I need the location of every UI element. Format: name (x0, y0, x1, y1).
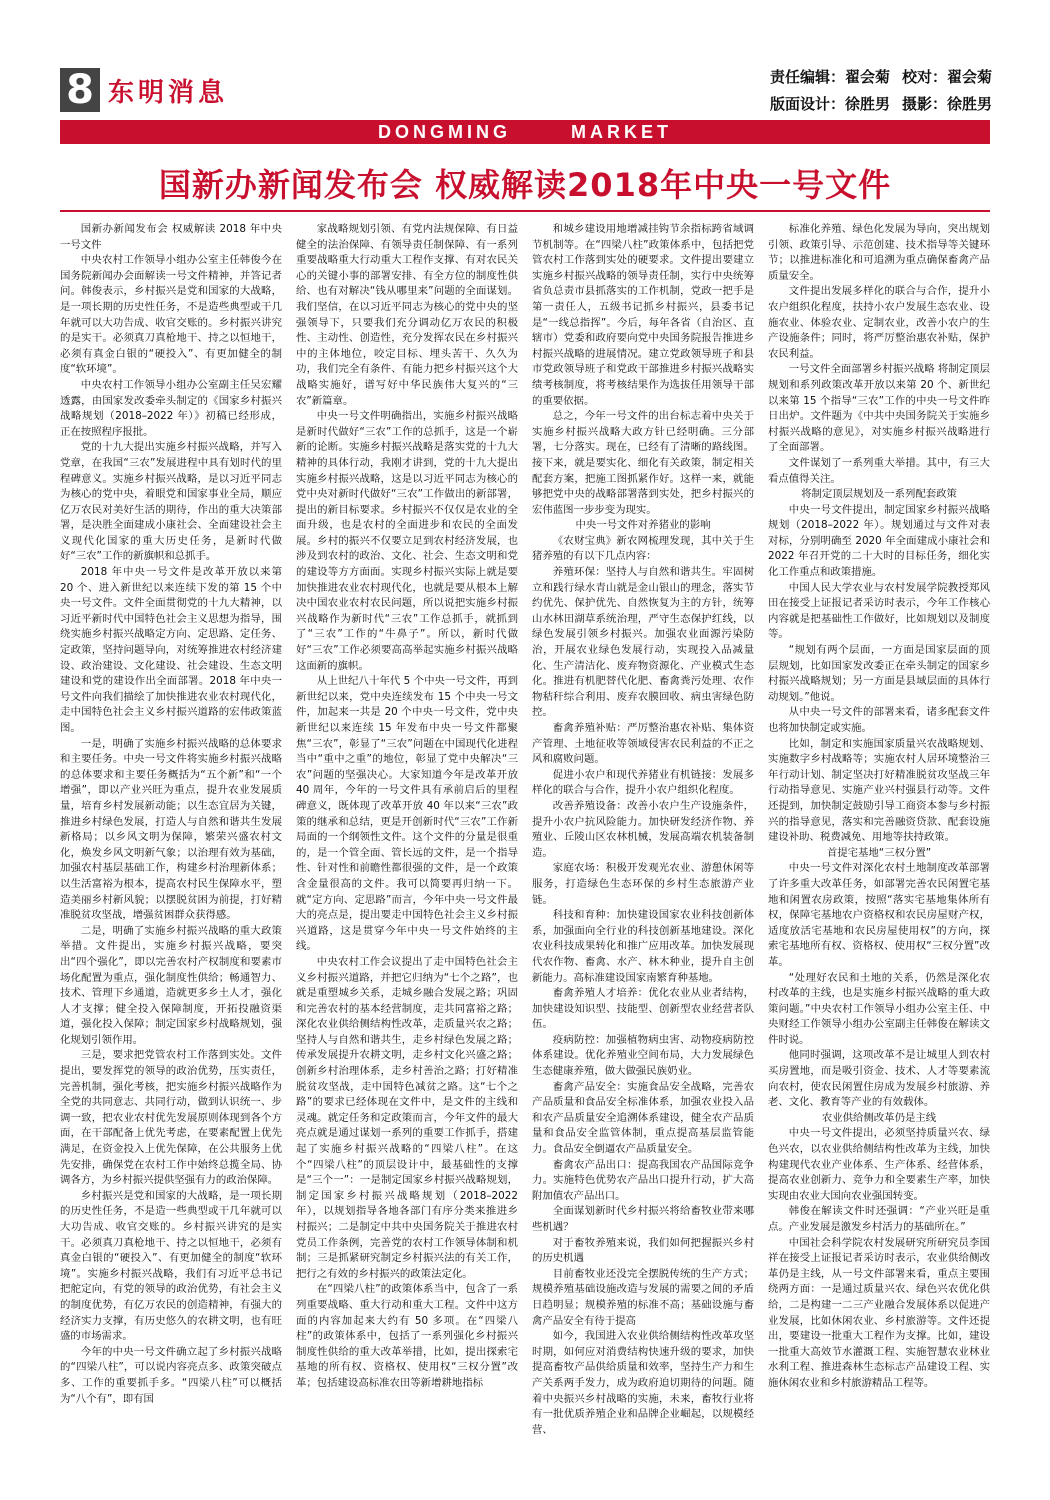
paragraph: 改善养殖设备：改善小农户生产设施条件，提升小农户抗风险能力。加快研发经济作物、养殖业、丘陵山区农林机械，发展高端农机装备制造。 (532, 799, 754, 859)
paragraph: 目前畜牧业还没完全摆脱传统的生产方式；规模养殖基础设施改造与发展的需要之间的矛盾日趋明显；规模养殖的标准不高；基础设施与畜禽产品安全有待于提高 (532, 1267, 754, 1327)
paragraph: 如今，我国进入农业供给侧结构性改革攻坚时期，如何应对消费结构快速升级的要求，加快提高畜牧产品供给质量和效率，坚持生产力和生产关系两手发力，成为政府迫切期待的问题。随着中央振兴乡村战略的实施，未来，畜牧行业将有一批优质养殖企业和品牌企业崛起，以规模经营、 (532, 1330, 754, 1436)
paragraph: 文件谋划了一系列重大举措。其中，有三大看点值得关注。 (768, 456, 990, 485)
paragraph: 今年的中央一号文件确立起了乡村振兴战略的“四梁八柱”，可以说内容亮点多、政策突破点多、工作的重要抓手多。“四梁八柱”可以概括为“八个有”，即有国 (60, 1345, 282, 1405)
paragraph: 中央农村工作领导小组办公室主任韩俊今在国务院新闻办会面解读一号文件精神，并答记者问。韩俊表示，乡村振兴是党和国家的大战略，是一项长期的历史性任务，不是造些典型或干几年就可以大功告成、收官交账的。乡村振兴讲究的是实干。必须真刀真枪地干、持之以恒地干，必须有真金白银的“硬投入”、有更加健全的制度“软环境”。 (60, 254, 282, 376)
paragraph: 党的十九大提出实施乡村振兴战略，并写入党章，在我国“三农”发展进程中具有划时代的里程碑意义。实施乡村振兴战略，是以习近平同志为核心的党中央，着眼党和国家事业全局，顺应亿万农民对美好生活的期待，作出的重大决策部署，是决胜全面建成小康社会、全面建设社会主义现代化国家的重大历史任务，是新时代做好“三农”工作的新旗帜和总抓手。 (60, 441, 282, 563)
paragraph: 中央一号文件提出，制定国家乡村振兴战略规划（2018–2022 年）。规划通过与文件对表对标，分别明确至 2020 年全面建成小康社会和 2022 年召开党的二十大时的目标任务，细化实化工作重点和政策措施。 (768, 503, 990, 579)
paragraph: 家庭农场：积极开发观光农业、游憩休闲等服务，打造绿色生态环保的乡村生态旅游产业链。 (532, 862, 754, 906)
banner-right-text: MARKET (571, 121, 672, 142)
article-body (60, 222, 990, 1472)
paragraph: 中央一号文件对深化农村土地制度改革部署了许多重大改革任务，如部署完善农民闲置宅基地和闲置农房政策，按照“落实宅基地集体所有权，保障宅基地农户资格权和农民房屋财产权，适度放活宅基地和农民房屋使用权”的方向，探索宅基地所有权、资格权、使用权“三权分置”改革。 (768, 862, 990, 968)
credits-right (902, 64, 992, 118)
paragraph: 他同时强调，这项改革不是让城里人到农村买房置地，而是吸引资金、技术、人才等要素流向农村，使农民闲置住房成为发展乡村旅游、养老、文化、教育等产业的有效载体。 (768, 1049, 990, 1109)
subheading: 将制定顶层规划及一系列配套政策 (801, 488, 957, 501)
article-column-3 (532, 222, 754, 1472)
paragraph: 中国社会科学院农村发展研究所研究员李国祥在接受上证报记者采访时表示，农业供给侧改革仍是主线，从一号文件部署来看，重点主要围绕两方面：一是通过质量兴农、绿色兴农优化供给，二是构建一二三产业融合发展体系以促进产业发展，比如休闲农业、乡村旅游等。文件还提出，要建设一批重大工程作为支撑。比如，建设一批重大高效节水灌溉工程、实施智慧农业林业水利工程、推进森林生态标志产品建设工程、实施休闲农业和乡村旅游精品工程等。 (768, 1236, 990, 1389)
paragraph: 养殖环保：坚持人与自然和谐共生。牢固树立和践行绿水青山就是金山银山的理念，落实节约优先、保护优先、自然恢复为主的方针，统筹山水林田湖草系统治理，严守生态保护红线，以绿色发展引领乡村振兴。加强农业面源污染防治，开展农业绿色发展行动，实现投入品减量化、生产清洁化、废弃物资源化、产业模式生态化。推进有机肥替代化肥、畜禽粪污处理、农作物秸秆综合利用、废弃农膜回收、病虫害绿色防控。 (532, 566, 754, 719)
paragraph: 一是，明确了实施乡村振兴战略的总体要求和主要任务。中央一号文件将实施乡村振兴战略的总体要求和主要任务概括为“五个新”和“一个增强”，即以产业兴旺为重点，提升农业发展质量，培育乡村发展新动能；以生态宜居为关键，推进乡村绿色发展，打造人与自然和谐共生发展新格局；以乡风文明为保障，繁荣兴盛农村文化，焕发乡风文明新气象；以治理有效为基础，加强农村基层基础工作，构建乡村治理新体系；以生活富裕为根本，提高农村民生保障水平，塑造美丽乡村新风貌；以摆脱贫困为前提，打好精准脱贫攻坚战，增强贫困群众获得感。 (60, 737, 282, 922)
design-credit: 版面设计：徐胜男 (770, 95, 891, 113)
paragraph: “处理好农民和土地的关系，仍然是深化农村改革的主线，也是实施乡村振兴战略的重大政策问题。”中央农村工作领导小组办公室主任、中央财经工作领导小组办公室副主任韩俊在解读文件时说。 (768, 971, 990, 1046)
paragraph: 中央一号文件提出，必须坚持质量兴农、绿色兴农，以农业供给侧结构性改革为主线，加快构建现代农业产业体系、生产体系、经营体系，提高农业创新力、竞争力和全要素生产率，加快实现由农业大国向农业强国转变。 (768, 1127, 990, 1202)
paragraph: 2018 年中央一号文件是改革开放以来第 20 个、进入新世纪以来连续下发的第 15 个中央一号文件。文件全面贯彻党的十九大精神，以习近平新时代中国特色社会主义思想为指导，围绕实施乡村振兴战略定方向、定思路、定任务、定政策，坚持问题导向，对统筹推进农村经济建设、政治建设、文化建设、社会建设、生态文明建设和党的建设作出全面部署。2018 年中央一号文件向我们描绘了加快推进农业农村现代化，走中国特色社会主义乡村振兴道路的宏伟政策蓝图。 (60, 566, 282, 734)
credits-left (770, 64, 890, 118)
paragraph: “规划有两个层面，一方面是国家层面的顶层规划，比如国家发改委正在牵头制定的国家乡村振兴战略规划；另一方面是县域层面的具体行动规划。”他说。 (768, 644, 990, 703)
paragraph: 中央一号文件明确指出，实施乡村振兴战略是新时代做好“三农”工作的总抓手，这是一个崭新的论断。实施乡村振兴战略是落实党的十九大精神的具体行动，我刚才讲到，党的十九大提出实施乡村振兴战略，这是以习近平同志为核心的党中央对新时代做好“三农”工作做出的新部署，提出的新目标要求。乡村振兴不仅仅是农业的全面升级，也是农村的全面进步和农民的全面发展。乡村的振兴不仅要立足到农村经济发展，也涉及到农村的政治、文化、社会、生态文明和党的建设等方方面面。实现乡村振兴实际上就是要加快推进农业农村现代化，也就是要从根本上解决中国农业农村农民问题，所以说把实施乡村振兴战略作为新时代“三农”工作总抓手，就抓到了“三农”工作的“牛鼻子”。所以，新时代做好“三农”工作必须要高高举起实施乡村振兴战略这面新的旗帜。 (296, 410, 518, 672)
paragraph: 比如，制定和实施国家质量兴农战略规划、实施数字乡村战略等；实施农村人居环境整治三年行动计划、制定坚决打好精准脱贫攻坚战三年行动指导意见、实施产业兴村强县行动等。文件还提到，加快制定鼓励引导工商资本参与乡村振兴的指导意见，落实和完善融资贷款、配套设施建设补助、税费减免、用地等扶持政策。 (768, 737, 990, 844)
paragraph: 总之，今年一号文件的出台标志着中央关于实施乡村振兴战略大政方针已经明确。三分部署，七分落实。现在，已经有了清晰的路线图。接下来，就是要实化、细化有关政策，制定相关配套方案，把施工图抓紧作好。这样一来，就能够把党中央的战略部署落到实处，把乡村振兴的宏伟蓝图一步步变为现实。 (532, 410, 754, 516)
headline-divider (60, 210, 990, 212)
section-banner (60, 120, 990, 144)
paragraph: 全面谋划新时代乡村振兴将给畜牧业带来哪些机遇？ (532, 1205, 754, 1233)
photo-credit: 摄影：徐胜男 (902, 95, 993, 113)
paragraph: 《农财宝典》新农网梳理发现，其中关于生猪养殖的有以下几点内容： (532, 534, 754, 563)
paragraph: 疫病防控：加强植物病虫害、动物疫病防控体系建设。优化养殖业空间布局，大力发展绿色生态健康养殖，做大做强民族奶业。 (532, 1033, 754, 1078)
subheading: 农业供给侧改革仍是主线 (821, 1111, 937, 1124)
paragraph: 标准化养殖、绿色化发展为导向，突出规划引领、政策引导、示范创建、技术指导等关键环节；以推进标准化和可追溯为重点确保畜禽产品质量安全。 (768, 223, 990, 282)
paragraph: 家战略规划引领、有党内法规保障、有日益健全的法治保障、有领导责任制保障、有一系列重要战略重大行动重大工程作支撑、有对农民关心的关键小事的部署安排、有全方位的制度性供给、也有对解决“钱从哪里来”问题的全面谋划。我们坚信，在以习近平同志为核心的党中央的坚强领导下，只要我们充分调动亿万农民的积极性、主动性、创造性，充分发挥农民在乡村振兴中的主体地位，咬定目标、埋头苦干、久久为功，我们完全有条件、有能力把乡村振兴这个大战略实施好，谱写好中华民族伟大复兴的“三农”新篇章。 (296, 223, 518, 407)
paragraph: 在“四梁八柱”的政策体系当中，包含了一系列重要战略、重大行动和重大工程。文件中这方面的内容加起来大约有 50 多项。在“四梁八柱”的政策体系中，包括了一系列强化乡村振兴制度性供给的重大改革举措，比如，提出探索宅基地的所有权、资格权、使用权“三权分置”改革；包括建设高标准农田等新增耕地指标 (296, 1283, 518, 1389)
paragraph: 对于畜牧养殖来说，我们如何把握振兴乡村的历史机遇 (532, 1236, 754, 1265)
paragraph: 国新办新闻发布会 权威解读 2018 年中央一号文件 (60, 223, 282, 251)
paragraph: 畜禽农产品出口：提高我国农产品国际竞争力。实施特色优势农产品出口提升行动，扩大高附加值农产品出口。 (532, 1158, 754, 1202)
paragraph: 从上世纪八十年代 5 个中央一号文件，再到新世纪以来，党中央连续发布 15 个中央一号文件，加起来一共是 20 个中央一号文件，党中央新世纪以来连续 15 年发布中央一号文件都聚焦“三农”，彰显了“三农”问题在中国现代化进程当中“重中之重”的地位，彰显了党中央解决“三农”问题的坚强决心。大家知道今年是改革开放 40 周年，今年的一号文件具有承前启后的里程碑意义，既体现了改革开放 40 年以来“三农”政策的继承和总结，更是开创新时代“三农”工作新局面的一个纲领性文件。这个文件的分量是很重的，是一个管全面、管长远的文件，是一个指导性、针对性和前瞻性都很强的文件，是一个政策含金量很高的文件。我可以简要再归纳一下。就“定方向、定思路”而言，今年中央一号文件最大的亮点是，提出要走中国特色社会主义乡村振兴道路，这是贯穿今年中央一号文件始终的主线。 (296, 675, 518, 953)
banner-left-text: DONGMING (378, 121, 511, 142)
article-column-2 (296, 222, 518, 1472)
paragraph: 一号文件全面部署乡村振兴战略 将制定顶层规划和系列政策改革开放以来第 20 个、新世纪以来第 15 个指导“三农”工作的中央一号文件昨日出炉。文件题为《中共中央国务院关于实施乡村振兴战略的意见》，对实施乡村振兴战略进行了全面部署。 (768, 363, 990, 454)
paragraph: 中央农村工作会议提出了走中国特色社会主义乡村振兴道路，并把它归纳为“七个之路”，也就是重塑城乡关系，走城乡融合发展之路；巩固和完善农村的基本经营制度，走共同富裕之路；深化农业供给侧结构性改革，走质量兴农之路；坚持人与自然和谐共生，走乡村绿色发展之路；传承发展提升农耕文明，走乡村文化兴盛之路；创新乡村治理体系，走乡村善治之路；打好精准脱贫攻坚战，走中国特色减贫之路。这“七个之路”的要求已经体现在文件中，是文件的主线和灵魂。就定任务和定政策而言，今年文件的最大亮点就是通过谋划一系列的重要工作抓手，搭建起了实施乡村振兴战略的“四梁八柱”。在这个“四梁八柱”的顶层设计中，最基础性的支撑是“三个一”：一是制定国家乡村振兴战略规划，制定国家乡村振兴战略规划（2018–2022 年），以规划指导各地各部门有序分类来推进乡村振兴；二是制定中共中央国务院关于推进农村党员工作条例，完善党的农村工作领导体制和机制；三是抓紧研究制定乡村振兴法的有关工作，把行之有效的乡村振兴的政策法定化。 (296, 955, 518, 1280)
paragraph: 韩俊在解读文件时还强调：“产业兴旺是重点。产业发展是激发乡村活力的基础所在。” (768, 1205, 990, 1233)
article-column-4 (768, 222, 990, 1472)
subheading: 中央一号文件对养猪业的影响 (575, 519, 711, 532)
masthead-logo: 东明消息 (108, 78, 229, 108)
page-number: 8 (60, 68, 100, 112)
proof-credit: 校对：翟会菊 (902, 68, 993, 86)
paragraph: 二是，明确了实施乡村振兴战略的重大政策举措。文件提出，实施乡村振兴战略，要突出“四个强化”，即以完善农村产权制度和要素市场化配置为重点，强化制度性供给；畅通智力、技术、管理下乡通道，造就更多乡土人才，强化人才支撑；健全投入保障制度，开拓投融资渠道，强化投入保障；制定国家乡村战略规划，强化规划引领作用。 (60, 924, 282, 1046)
paragraph: 促进小农户和现代养猪业有机链接：发展多样化的联合与合作，提升小农户组织化程度。 (532, 768, 754, 797)
paragraph: 和城乡建设用地增减挂钩节余指标跨省域调节机制等。在“四梁八柱”政策体系中，包括把党管农村工作落到实处的硬要求。文件提出要建立实施乡村振兴战略的领导责任制，实行中央统筹省负总责市县抓落实的工作机制，党政一把手是第一责任人，五级书记抓乡村振兴，县委书记是“一线总指挥”。今后，每年各省（自治区、直辖市）党委和政府要向党中央国务院报告推进乡村振兴战略的进展情况。建立党政领导班子和县市党政领导班子和党政干部推进乡村振兴战略实绩考核制度，将考核结果作为选拔任用领导干部的重要依据。 (532, 223, 754, 407)
paragraph: 畜禽养殖人才培养：优化农业从业者结构，加快建设知识型、技能型、创新型农业经营者队伍。 (532, 987, 754, 1031)
subheading: 首提宅基地“三权分置” (826, 846, 932, 859)
paragraph: 乡村振兴是党和国家的大战略，是一项长期的历史性任务，不是造一些典型或干几年就可以大功告成、收官交账的。乡村振兴讲究的是实干。必须真刀真枪地干、持之以恒地干，必须有真金白银的“硬投入”、有更加健全的制度“软环境”。实施乡村振兴战略，我们有习近平总书记把舵定向，有党的领导的政治优势，有社会主义的制度优势，有亿万农民的创造精神，有强大的经济实力支撑，有历史悠久的农耕文明，也有旺盛的市场需求。 (60, 1189, 282, 1343)
editor-credit: 责任编辑：翟会菊 (770, 68, 891, 86)
paragraph: 三是，要求把党管农村工作落到实处。文件提出，要发挥党的领导的政治优势，压实责任，完善机制，强化考核，把实施乡村振兴战略作为全党的共同意志、共同行动，做到认识统一、步调一致，把农业农村优先发展原则体现到各个方面，在干部配备上优先考虑，在要素配置上优先满足，在资金投入上优先保障，在公共服务上优先安排，确保党在农村工作中始终总揽全局、协调各方，为乡村振兴提供坚强有力的政治保障。 (60, 1049, 282, 1187)
paragraph: 中央农村工作领导小组办公室副主任吴宏耀透露，由国家发改委牵头制定的《国家乡村振兴战略规划（2018–2022 年）》初稿已经形成，正在按照程序报批。 (60, 378, 282, 438)
paragraph: 科技和育种：加快建设国家农业科技创新体系，加强面向全行业的科技创新基地建设。深化农业科技成果转化和推广应用改革。加快发展现代农作物、畜禽、水产、林木种业，提升自主创新能力。高标准建设国家南繁育种基地。 (532, 909, 754, 984)
paragraph: 从中央一号文件的部署来看，诸多配套文件也将加快制定或实施。 (768, 706, 990, 734)
paragraph: 畜禽养殖补贴：严厉整治惠农补贴、集体资产管理、土地征收等领域侵害农民利益的不正之风和腐败问题。 (532, 722, 754, 766)
paragraph: 中国人民大学农业与农村发展学院教授郑风田在接受上证报记者采访时表示，今年工作核心内容就是把基础性工作做好，比如规划以及制度等。 (768, 581, 990, 641)
paragraph: 畜禽产品安全：实施食品安全战略，完善农产品质量和食品安全标准体系，加强农业投入品和农产品质量安全追溯体系建设，健全农产品质量和食品安全监管体制，重点提高基层监管能力。食品安全倒逼农产品质量安全。 (532, 1080, 754, 1156)
article-headline: 国新办新闻发布会 权威解读2018年中央一号文件 (158, 166, 892, 204)
article-column-1 (60, 222, 282, 1472)
paragraph: 文件提出发展多样化的联合与合作，提升小农户组织化程度，扶持小农户发展生态农业、设施农业、体验农业、定制农业，改善小农户的生产设施条件；同时，将严厉整治惠农补贴，保护农民利益。 (768, 285, 990, 360)
